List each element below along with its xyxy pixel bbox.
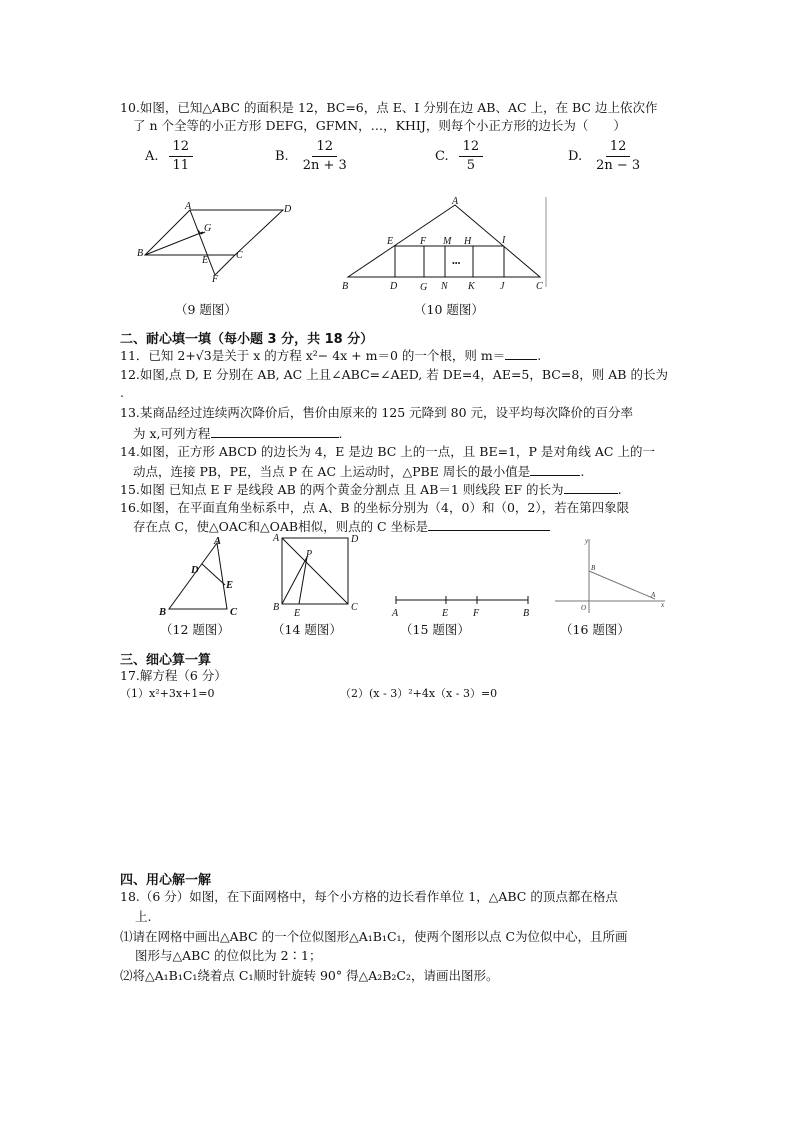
figure-15 <box>390 590 535 620</box>
label-E: E <box>294 608 301 617</box>
label-D: D <box>390 281 398 292</box>
label-B: B <box>137 248 144 259</box>
label-C: C <box>230 607 238 617</box>
label-M: M <box>443 236 452 247</box>
q18-part1-line2: 图形与△ABC 的位似比为 2∶1； <box>135 948 322 963</box>
option-fraction: $\frac{12}{5}$ <box>459 138 484 175</box>
label-A: A <box>273 533 280 544</box>
label-G: G <box>204 223 212 234</box>
label-D: D <box>284 204 292 215</box>
q17-part2: （2）(x - 3）²+4x（x - 3）=0 <box>340 687 498 700</box>
triangle-abc <box>169 543 227 609</box>
answer-blank <box>505 347 537 360</box>
label-N: N <box>441 281 448 292</box>
option-label: C. <box>435 149 449 164</box>
label-O: O <box>581 604 587 612</box>
figure-10 <box>340 195 550 295</box>
q15: 15.如图 已知点 E F 是线段 AB 的两个黄金分割点 且 AB＝1 则线段 EF 的长为 . <box>120 482 622 497</box>
q12-tail: . <box>120 385 124 400</box>
label-E: E <box>202 255 209 266</box>
label-E: E <box>442 608 449 619</box>
section2-title: 二、耐心填一填（每小题 3 分，共 18 分） <box>120 332 374 347</box>
label-B: B <box>523 608 530 619</box>
figure-12 <box>155 535 245 617</box>
label-B: B <box>273 602 280 613</box>
q10-line1: 10.如图，已知△ABC 的面积是 12，BC=6，点 E、I 分别在边 AB、AC 上，在 BC 边上依次作 <box>120 100 658 115</box>
label-G: G <box>420 282 428 293</box>
option-label: D. <box>568 149 583 164</box>
segment-ab <box>589 571 655 599</box>
label-A: A <box>392 608 399 619</box>
label-B: B <box>159 607 167 617</box>
diagonal-ac <box>282 538 348 604</box>
segment-cf <box>215 255 235 275</box>
section3-title: 三、细心算一算 <box>120 653 212 668</box>
label-A: A <box>651 591 656 599</box>
fig9-caption: （9 题图） <box>175 302 237 317</box>
q14-line2: 动点，连接 PB，PE，当点 P 在 AC 上运动时，△PBE 周长的最小值是 . <box>133 464 585 479</box>
q10-option-d <box>568 138 644 175</box>
section4-title: 四、用心解一解 <box>120 873 212 888</box>
fig15-caption: （15 题图） <box>400 622 470 637</box>
label-E: E <box>226 580 234 591</box>
q12: 12.如图,点 D, E 分别在 AB, AC 上且∠ABC=∠AED, 若 DE=4，AE=5，BC=8，则 AB 的长为 <box>120 367 668 382</box>
figure-16 <box>555 535 670 615</box>
label-E: E <box>387 236 394 247</box>
label-A: A <box>185 201 192 212</box>
label-F: F <box>473 608 480 619</box>
answer-blank <box>564 481 618 494</box>
q17: 17.解方程（6 分） <box>120 668 227 683</box>
q18-line2: 上. <box>135 909 152 924</box>
label-I: I <box>502 235 506 246</box>
option-fraction: $\frac{12}{2n - 3}$ <box>596 139 641 173</box>
option-fraction: $\frac{12}{11}$ <box>169 138 194 175</box>
label-J: J <box>500 281 505 292</box>
q16-line2: 存在点 C，使△OAC和△OAB相似，则点的 C 坐标是 <box>133 518 550 535</box>
q17-part1: （1）x²+3x+1=0 <box>120 687 215 700</box>
q10-option-b <box>275 138 351 175</box>
label-F: F <box>420 236 427 247</box>
label-F: F <box>212 274 219 285</box>
answer-blank <box>530 463 580 476</box>
q14-line1: 14.如图，正方形 ABCD 的边长为 4，E 是边 BC 上的一点，且 BE=1，P 是对角线 AC 上的一 <box>120 444 655 459</box>
segment-bg <box>145 232 203 255</box>
label-x: x <box>661 601 665 609</box>
label-P: P <box>306 549 313 560</box>
q13-line1: 13.某商品经过连续两次降价后，售价由原来的 125 元降到 80 元，设平均每次降价的百分率 <box>120 405 634 420</box>
label-D: D <box>191 565 199 576</box>
label-C: C <box>351 602 358 613</box>
q13-line2: 为 x,可列方程 . <box>133 426 343 441</box>
option-fraction: $\frac{12}{2n + 3}$ <box>302 139 347 173</box>
figure-14 <box>270 532 365 617</box>
label-H: H <box>464 236 472 247</box>
label-B: B <box>591 564 596 572</box>
parallelogram-abcd <box>145 210 283 255</box>
q18-part1-line1: ⑴请在网格中画出△ABC 的一个位似图形△A₁B₁C₁，使两个图形以点 C为位似中心，且所画 <box>120 929 628 944</box>
label-K: K <box>468 281 475 292</box>
fig12-caption: （12 题图） <box>160 622 230 637</box>
option-label: B. <box>275 149 289 164</box>
fig16-caption: （16 题图） <box>560 622 630 637</box>
label-B: B <box>342 281 349 292</box>
q18-line1: 18.（6 分）如图，在下面网格中，每个小方格的边长看作单位 1，△ABC 的顶点都在格点 <box>120 889 618 904</box>
figure-9 <box>135 200 300 285</box>
label-dots: ••• <box>452 259 461 268</box>
fig10-caption: （10 题图） <box>414 302 484 317</box>
fig14-caption: （14 题图） <box>272 622 342 637</box>
q10-line2: 了 n 个全等的小正方形 DEFG，GFMN，…，KHIJ，则每个小正方形的边长为（ ） <box>133 118 626 133</box>
label-C: C <box>536 281 543 292</box>
option-label: A. <box>145 149 159 164</box>
label-y: y <box>585 537 589 545</box>
label-A: A <box>452 196 459 207</box>
q10-option-c <box>435 138 483 175</box>
answer-blank <box>211 425 339 438</box>
label-D: D <box>351 534 359 545</box>
label-C: C <box>236 250 243 261</box>
label-A: A <box>214 536 222 547</box>
q18-part2: ⑵将△A₁B₁C₁绕着点 C₁顺时针旋转 90° 得△A₂B₂C₂，请画出图形。 <box>120 968 499 983</box>
q10-option-a <box>145 138 193 175</box>
q16-line1: 16.如图，在平面直角坐标系中，点 A、B 的坐标分别为（4，0）和（0，2），若在第四象限 <box>120 500 630 515</box>
q11: 11．已知 2+√3是关于 x 的方程 x²− 4x + m＝0 的一个根，则 m＝ . <box>120 348 542 363</box>
answer-blank <box>428 518 550 531</box>
